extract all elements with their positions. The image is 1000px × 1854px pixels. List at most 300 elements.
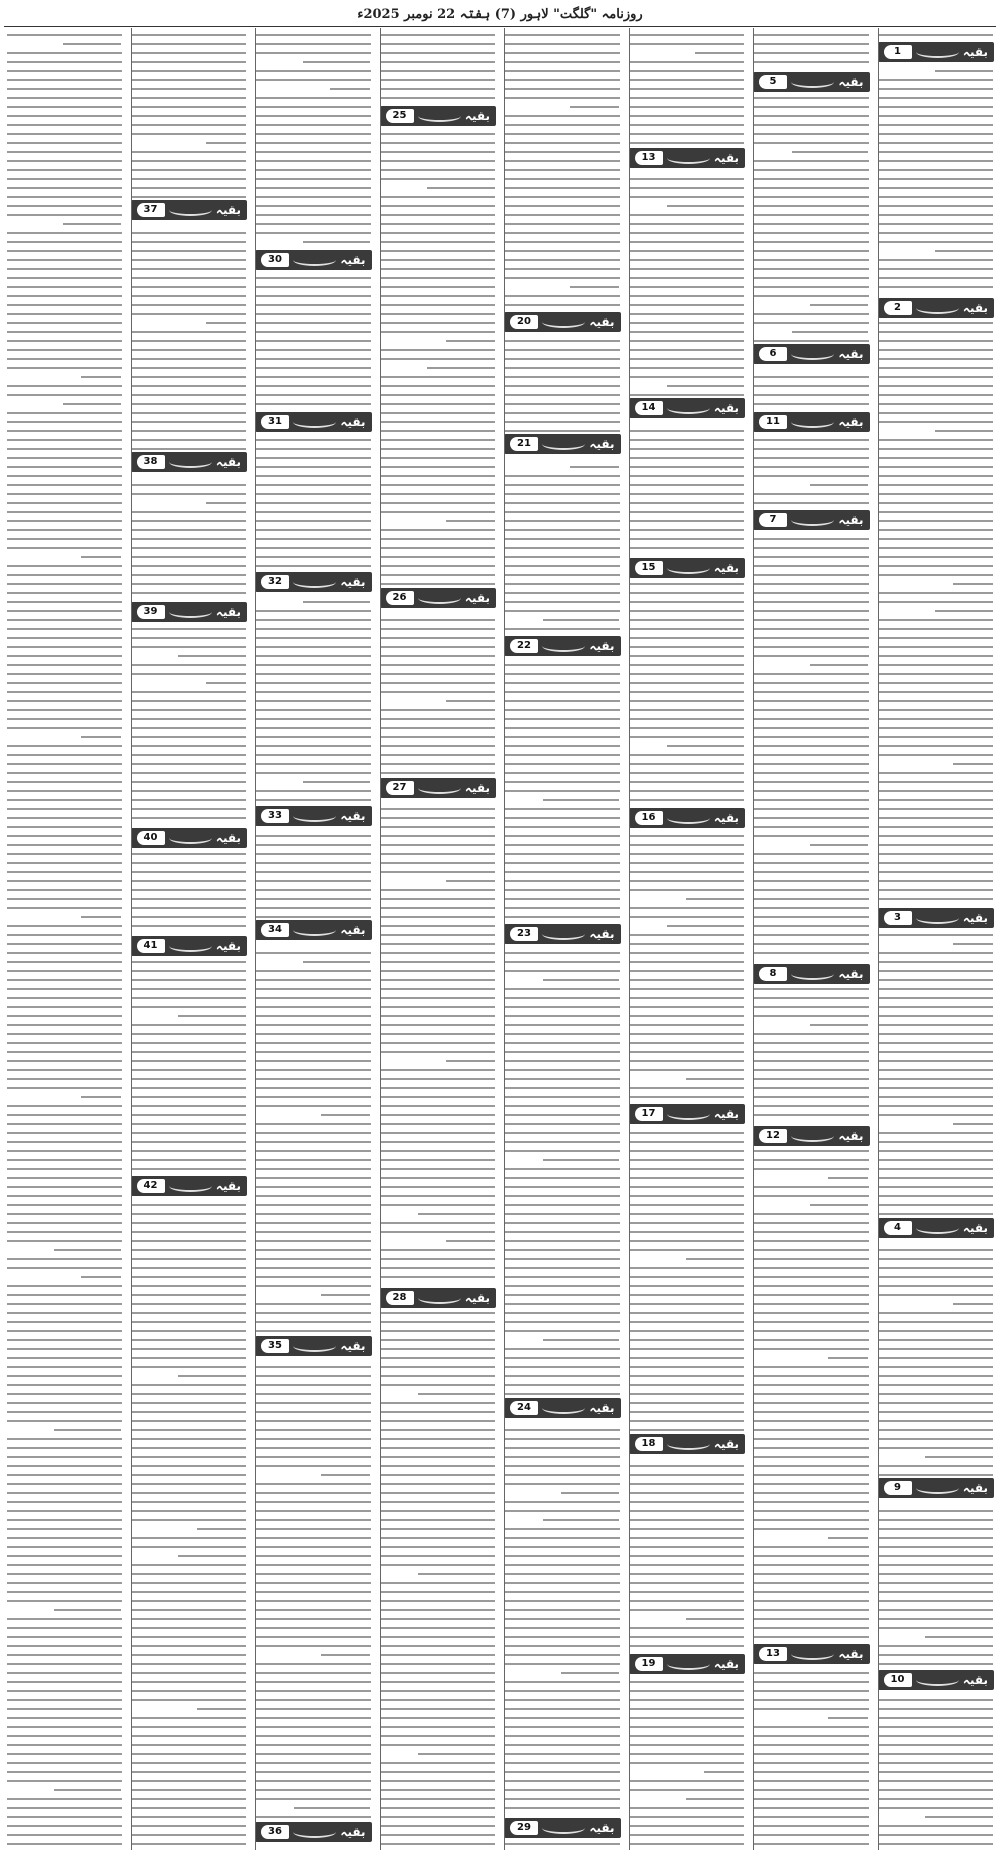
text-line [381, 1582, 496, 1584]
text-line [256, 1321, 371, 1323]
text-line [754, 439, 869, 441]
continuation-number: 34 [261, 923, 289, 937]
continuation-label: بقیہ [340, 415, 366, 429]
text-line [381, 1726, 496, 1728]
text-line [828, 1537, 868, 1539]
text-line [630, 304, 745, 306]
text-line [630, 484, 745, 486]
continuation-number: 27 [386, 781, 414, 795]
text-line [132, 403, 247, 405]
text-line [256, 34, 371, 36]
text-line [7, 988, 122, 990]
text-line [754, 250, 869, 252]
text-line [505, 403, 620, 405]
text-line [132, 1600, 247, 1602]
text-line [7, 1816, 122, 1818]
swoosh-decoration [293, 924, 336, 936]
swoosh-decoration [169, 456, 212, 468]
text-line [879, 1339, 994, 1341]
text-line [7, 709, 122, 711]
continuation-tag [504, 1818, 621, 1838]
text-line [381, 1465, 496, 1467]
text-line [505, 268, 620, 270]
text-line [132, 124, 247, 126]
continuation-number: 30 [261, 253, 289, 267]
text-line [505, 214, 620, 216]
text-line [446, 520, 495, 522]
text-line [132, 925, 247, 927]
text-line [630, 358, 745, 360]
text-line [63, 43, 121, 45]
text-line [381, 394, 496, 396]
text-line [132, 1204, 247, 1206]
text-line [561, 1492, 619, 1494]
text-line [630, 1753, 745, 1755]
text-line [505, 142, 620, 144]
text-line [132, 412, 247, 414]
text-line [879, 529, 994, 531]
text-line [505, 628, 620, 630]
text-line [879, 1393, 994, 1395]
text-line [7, 754, 122, 756]
text-line [132, 1744, 247, 1746]
continuation-tag [504, 312, 621, 332]
continuation-label: بقیہ [962, 1673, 988, 1687]
text-line [810, 1024, 868, 1026]
text-line [256, 79, 371, 81]
text-line [630, 709, 745, 711]
text-line [256, 439, 371, 441]
text-line [630, 1816, 745, 1818]
text-line [879, 493, 994, 495]
text-line [879, 268, 994, 270]
text-line [7, 997, 122, 999]
text-line [132, 1519, 247, 1521]
continuation-number: 42 [137, 1179, 165, 1193]
text-line [256, 1627, 371, 1629]
continuation-tag [629, 398, 746, 418]
text-line [879, 1132, 994, 1134]
text-line [754, 655, 869, 657]
continuation-number: 17 [635, 1107, 663, 1121]
text-line [381, 682, 496, 684]
text-line [630, 493, 745, 495]
text-line [7, 1366, 122, 1368]
text-line [630, 1069, 745, 1071]
text-line [256, 520, 371, 522]
text-line [879, 1438, 994, 1440]
text-line [630, 1249, 745, 1251]
text-line [7, 1474, 122, 1476]
text-line [630, 1060, 745, 1062]
continuation-label: بقیہ [838, 1129, 864, 1143]
text-line [7, 1321, 122, 1323]
text-line [7, 1375, 122, 1377]
text-line [792, 151, 869, 153]
text-line [7, 1312, 122, 1314]
continuation-tag [629, 1104, 746, 1124]
text-line [7, 790, 122, 792]
text-line [505, 1465, 620, 1467]
text-line [630, 349, 745, 351]
text-line [754, 1258, 869, 1260]
text-line [132, 727, 247, 729]
text-line [381, 1375, 496, 1377]
text-line [381, 1762, 496, 1764]
text-line [879, 457, 994, 459]
text-line [754, 1168, 869, 1170]
text-line [132, 1672, 247, 1674]
text-line [7, 844, 122, 846]
text-line [132, 781, 247, 783]
text-line [879, 133, 994, 135]
text-line [132, 1213, 247, 1215]
text-line [505, 1303, 620, 1305]
text-line [303, 961, 371, 963]
text-line [256, 1105, 371, 1107]
text-line [505, 700, 620, 702]
text-line [132, 754, 247, 756]
text-line [630, 763, 745, 765]
swoosh-decoration [791, 416, 834, 428]
text-line [630, 1393, 745, 1395]
text-line [879, 1618, 994, 1620]
text-line [754, 1312, 869, 1314]
text-line [132, 1060, 247, 1062]
text-line [256, 1726, 371, 1728]
text-line [505, 1294, 620, 1296]
text-line [256, 664, 371, 666]
text-line [754, 1411, 869, 1413]
text-line [754, 538, 869, 540]
continuation-number: 20 [510, 315, 538, 329]
text-line [256, 646, 371, 648]
text-line [256, 484, 371, 486]
text-line [381, 1771, 496, 1773]
continuation-number: 35 [261, 1339, 289, 1353]
text-line [7, 1348, 122, 1350]
text-line [754, 1465, 869, 1467]
text-line [810, 1204, 868, 1206]
text-line [505, 1123, 620, 1125]
text-line [505, 1096, 620, 1098]
text-line [754, 1483, 869, 1485]
text-line [381, 502, 496, 504]
text-line [879, 1600, 994, 1602]
continuation-tag [131, 1176, 248, 1196]
text-line [879, 1528, 994, 1530]
text-line [630, 1303, 745, 1305]
text-line [7, 1384, 122, 1386]
text-line [132, 907, 247, 909]
text-line [543, 979, 620, 981]
continuation-tag [629, 808, 746, 828]
text-line [879, 1510, 994, 1512]
text-line [505, 583, 620, 585]
text-line [505, 1150, 620, 1152]
continuation-number: 25 [386, 109, 414, 123]
text-line [132, 763, 247, 765]
text-line [132, 1816, 247, 1818]
text-line [256, 1096, 371, 1098]
text-line [630, 1474, 745, 1476]
text-line [7, 1141, 122, 1143]
text-line [256, 763, 371, 765]
text-line [879, 448, 994, 450]
text-line [256, 1384, 371, 1386]
text-line [256, 898, 371, 900]
text-line [505, 475, 620, 477]
text-line [754, 799, 869, 801]
text-line [686, 1618, 744, 1620]
text-line [7, 799, 122, 801]
text-line [7, 1771, 122, 1773]
text-line [630, 997, 745, 999]
continuation-number: 29 [510, 1821, 538, 1835]
text-line [381, 1204, 496, 1206]
text-line [879, 79, 994, 81]
text-line [132, 1276, 247, 1278]
text-line [879, 196, 994, 198]
text-line [505, 862, 620, 864]
continuation-tag [878, 298, 995, 318]
text-line [132, 1339, 247, 1341]
text-line [505, 1447, 620, 1449]
text-line [132, 484, 247, 486]
text-line [381, 1348, 496, 1350]
text-line [381, 934, 496, 936]
text-line [132, 1591, 247, 1593]
text-line [256, 160, 371, 162]
text-line [381, 1663, 496, 1665]
text-line [879, 817, 994, 819]
text-line [381, 736, 496, 738]
text-line [879, 745, 994, 747]
text-line [132, 358, 247, 360]
text-line [879, 1582, 994, 1584]
text-line [754, 1591, 869, 1593]
text-line [505, 1429, 620, 1431]
text-line [754, 376, 869, 378]
text-line [754, 1582, 869, 1584]
text-line [132, 1654, 247, 1656]
text-line [7, 817, 122, 819]
text-line [381, 1519, 496, 1521]
text-line [754, 574, 869, 576]
text-line [505, 970, 620, 972]
text-line [505, 376, 620, 378]
text-line [256, 736, 371, 738]
text-line [256, 1456, 371, 1458]
text-line [381, 160, 496, 162]
text-line [630, 988, 745, 990]
text-line [630, 1681, 745, 1683]
continuation-number: 2 [884, 301, 912, 315]
text-line [256, 547, 371, 549]
text-line [505, 430, 620, 432]
text-line [879, 106, 994, 108]
text-line [256, 1285, 371, 1287]
continuation-tag [255, 572, 372, 592]
text-line [630, 547, 745, 549]
text-line [132, 628, 247, 630]
text-line [879, 1609, 994, 1611]
text-line [630, 1789, 745, 1791]
continuation-tag [504, 1398, 621, 1418]
text-line [132, 1321, 247, 1323]
continuation-tag [753, 1126, 870, 1146]
text-line [256, 1762, 371, 1764]
text-line [132, 1447, 247, 1449]
text-line [754, 1789, 869, 1791]
text-line [630, 313, 745, 315]
text-line [879, 556, 994, 558]
text-line [381, 961, 496, 963]
text-line [132, 97, 247, 99]
text-line [7, 1528, 122, 1530]
text-line [879, 1114, 994, 1116]
text-line [7, 1627, 122, 1629]
text-line [381, 943, 496, 945]
text-line [256, 1312, 371, 1314]
text-line [381, 907, 496, 909]
text-line [256, 727, 371, 729]
text-line [7, 1303, 122, 1305]
text-line [7, 331, 122, 333]
text-line [7, 1807, 122, 1809]
text-line [381, 1276, 496, 1278]
text-line [321, 1474, 370, 1476]
text-line [7, 1708, 122, 1710]
text-line [7, 1501, 122, 1503]
text-line [381, 709, 496, 711]
text-line [7, 1159, 122, 1161]
text-line [7, 259, 122, 261]
text-line [7, 1555, 122, 1557]
text-line [132, 1726, 247, 1728]
text-line [256, 835, 371, 837]
text-line [381, 1690, 496, 1692]
continuation-tag [255, 806, 372, 826]
text-line [132, 151, 247, 153]
text-line [754, 133, 869, 135]
text-line [256, 1663, 371, 1665]
text-line [505, 1114, 620, 1116]
text-line [754, 583, 869, 585]
text-line [7, 115, 122, 117]
text-line [132, 259, 247, 261]
text-line [7, 637, 122, 639]
text-line [505, 1699, 620, 1701]
text-line [630, 1501, 745, 1503]
text-line [630, 691, 745, 693]
text-line [754, 817, 869, 819]
text-line [630, 1519, 745, 1521]
text-line [630, 1051, 745, 1053]
swoosh-decoration [293, 254, 336, 266]
text-line [879, 223, 994, 225]
text-line [381, 97, 496, 99]
text-line [381, 1231, 496, 1233]
text-line [505, 412, 620, 414]
text-line [256, 1609, 371, 1611]
swoosh-decoration [293, 1340, 336, 1352]
text-line [505, 1546, 620, 1548]
text-line [381, 1834, 496, 1836]
text-line [754, 556, 869, 558]
text-line [381, 871, 496, 873]
continuation-label: بقیہ [838, 1647, 864, 1661]
text-line [630, 466, 745, 468]
text-line [256, 1681, 371, 1683]
text-line [505, 160, 620, 162]
text-line [879, 214, 994, 216]
text-line [505, 1609, 620, 1611]
text-line [381, 1114, 496, 1116]
text-line [256, 106, 371, 108]
text-line [505, 574, 620, 576]
text-line [381, 1681, 496, 1683]
continuation-number: 23 [510, 927, 538, 941]
swoosh-decoration [418, 782, 461, 794]
continuation-number: 5 [759, 75, 787, 89]
text-line [505, 1780, 620, 1782]
text-line [630, 430, 745, 432]
text-line [754, 628, 869, 630]
text-line [256, 295, 371, 297]
text-line [132, 1249, 247, 1251]
text-line [7, 241, 122, 243]
text-line [630, 1645, 745, 1647]
text-line [256, 1213, 371, 1215]
continuation-tag [131, 828, 248, 848]
text-line [505, 1708, 620, 1710]
text-line [132, 1159, 247, 1161]
text-line [630, 502, 745, 504]
swoosh-decoration [542, 640, 585, 652]
text-line [7, 268, 122, 270]
text-line [132, 493, 247, 495]
text-line [754, 1285, 869, 1287]
text-line [381, 412, 496, 414]
text-line [879, 772, 994, 774]
continuation-label: بقیہ [340, 1825, 366, 1839]
text-line [505, 1240, 620, 1242]
text-line [381, 808, 496, 810]
text-line [381, 493, 496, 495]
text-line [7, 484, 122, 486]
text-line [381, 403, 496, 405]
text-line [446, 340, 495, 342]
text-line [879, 1015, 994, 1017]
text-line [630, 1762, 745, 1764]
text-line [7, 1078, 122, 1080]
text-line [7, 1294, 122, 1296]
text-line [381, 1708, 496, 1710]
text-line [132, 250, 247, 252]
text-line [381, 718, 496, 720]
text-line [505, 961, 620, 963]
continuation-label: بقیہ [340, 809, 366, 823]
text-line [879, 1177, 994, 1179]
text-line [132, 241, 247, 243]
continuation-tag [753, 344, 870, 364]
continuation-number: 13 [759, 1647, 787, 1661]
text-line [879, 1420, 994, 1422]
text-line [418, 1393, 495, 1395]
continuation-tag [255, 250, 372, 270]
text-line [256, 1645, 371, 1647]
